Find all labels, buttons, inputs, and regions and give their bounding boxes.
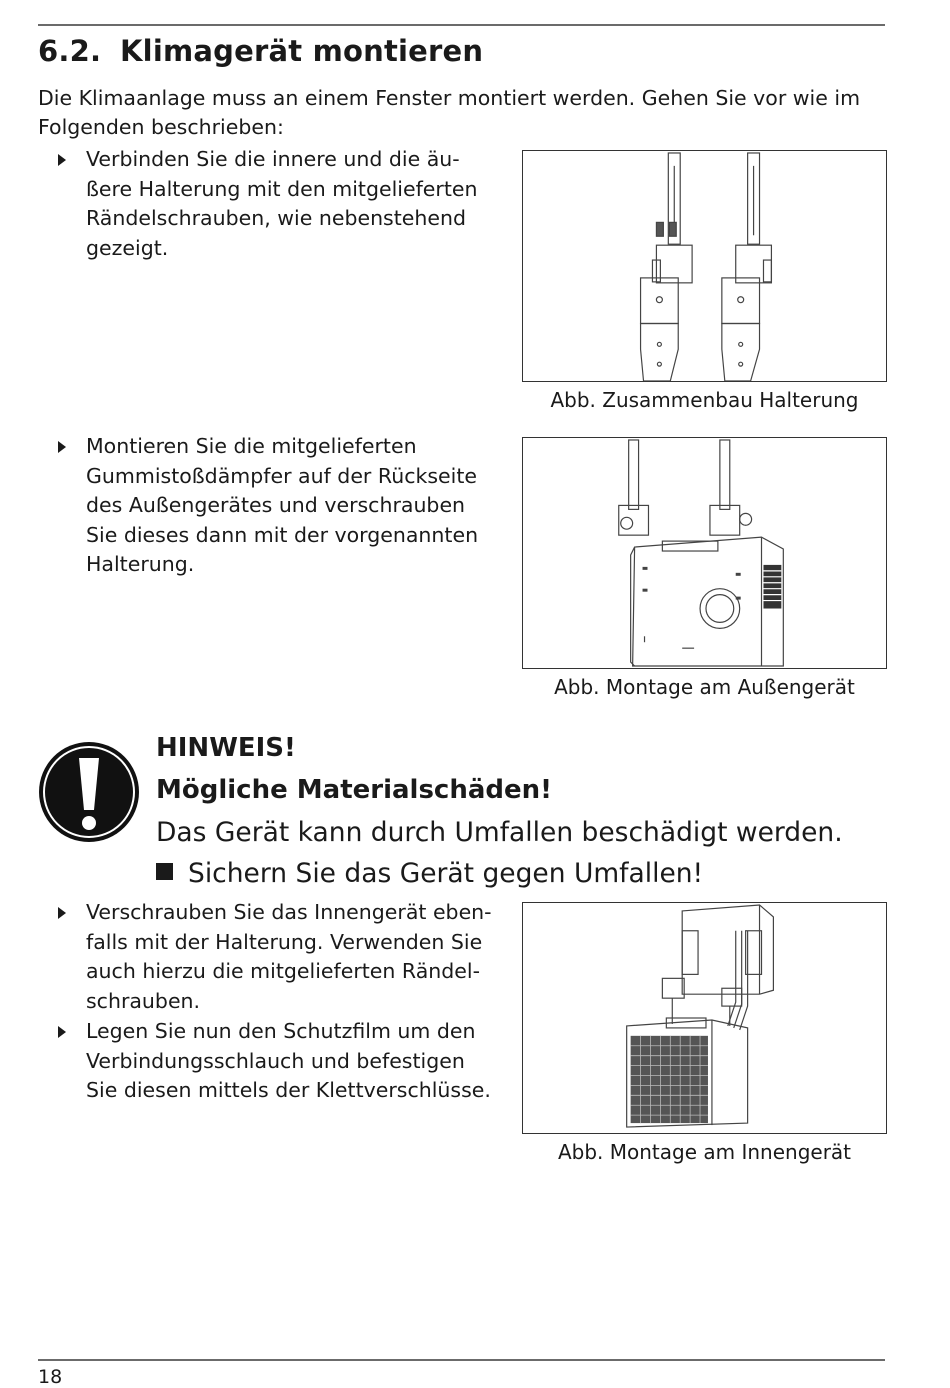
bullet-arrow-icon — [58, 907, 66, 919]
step-line: schrauben. — [86, 988, 201, 1013]
intro-paragraph — [38, 84, 888, 142]
figure-caption: Abb. Montage am Außengerät — [554, 675, 855, 699]
step-line: ßere Halterung mit den mitgelieferten — [86, 176, 478, 201]
figure-outdoor-mount — [522, 437, 887, 669]
figure-caption: Abb. Montage am Innengerät — [557, 1140, 852, 1164]
step-line: gezeigt. — [86, 235, 169, 260]
section-title: Klimagerät montieren — [120, 34, 484, 68]
step-line: Verbindungsschlauch und befestigen — [86, 1048, 465, 1073]
section-number: 6.2. — [38, 34, 102, 68]
notice-body: Das Gerät kann durch Umfallen beschädigt werden. — [156, 817, 843, 848]
notice-action-text: Sichern Sie das Gerät gegen Umfallen! — [188, 858, 704, 889]
step-line: Verschrauben Sie das Innengerät eben- — [86, 900, 492, 924]
figure-caption: Abb. Zusammenbau Halterung — [550, 388, 859, 412]
figure-bracket-assembly — [522, 150, 887, 382]
bracket-assembly-illustration — [523, 151, 886, 381]
notice-action — [156, 858, 703, 889]
step-connect-brackets — [58, 145, 498, 265]
step-mount-dampers — [58, 432, 508, 582]
step-line: Sie diesen mittels der Klettverschlüsse. — [86, 1078, 491, 1102]
step-line: Halterung. — [86, 552, 195, 576]
step-line: Verbinden Sie die innere und die äu- — [86, 147, 460, 171]
step-line: Legen Sie nun den Schutzfilm um den — [86, 1019, 476, 1043]
indoor-unit-illustration — [523, 903, 886, 1133]
bullet-arrow-icon — [58, 154, 66, 166]
step-line: falls mit der Halterung. Verwenden Sie — [86, 929, 483, 954]
notice-title: HINWEIS! — [156, 733, 296, 763]
notice-subtitle: Mögliche Materialschäden! — [156, 775, 553, 805]
step-line: Sie dieses dann mit der vorgenannten — [86, 522, 479, 547]
bullet-arrow-icon — [58, 441, 66, 453]
step-screw-indoor-unit — [58, 898, 518, 1018]
step-line: auch hierzu die mitgelieferten Rändel- — [86, 959, 480, 983]
top-rule — [38, 24, 885, 26]
step-text — [86, 898, 492, 1016]
outdoor-unit-illustration — [523, 438, 886, 668]
exclamation-icon — [37, 740, 141, 844]
step-protective-film — [58, 1017, 518, 1107]
section-heading — [38, 34, 483, 68]
figure-indoor-mount — [522, 902, 887, 1134]
step-text — [86, 145, 477, 263]
square-bullet-icon — [156, 863, 173, 880]
page-number: 18 — [38, 1366, 63, 1388]
step-text — [86, 1017, 491, 1106]
step-text — [86, 432, 478, 580]
intro-text: Die Klimaanlage muss an einem Fenster montiert werden. Gehen Sie vor wie im Folgenden beschrieben: — [38, 86, 861, 139]
step-line: Gummistoßdämpfer auf der Rückseite — [86, 463, 477, 488]
bullet-arrow-icon — [58, 1026, 66, 1038]
bottom-rule — [38, 1359, 885, 1361]
step-line: des Außengerätes und verschrauben — [86, 493, 466, 517]
step-line: Montieren Sie die mitgelieferten — [86, 434, 417, 458]
step-line: Rändelschrauben, wie nebenstehend — [86, 206, 467, 230]
